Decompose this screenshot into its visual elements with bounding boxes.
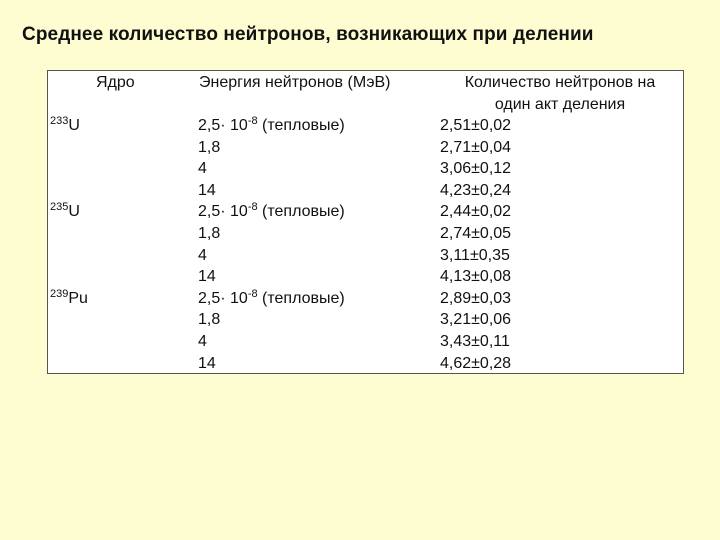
count-cell: 3,11±0,35 [440,246,510,264]
header-energy: Энергия нейтронов (МэВ) [199,74,391,91]
energy-cell: 1,8 [198,225,221,242]
nucleus-label [50,288,88,310]
energy-cell: $2,5\cdot 10^{-8}$ (тепловые) [198,287,345,307]
count-cell: 2,89±0,03 [440,289,512,307]
header-nucleus: Ядро [96,74,135,91]
element-symbol: U [68,203,80,221]
count-cell: 2,71±0,04 [440,138,512,156]
mass-number: 233 [50,115,69,127]
page-title: Среднее количество нейтронов, возникающих при делении [22,24,594,45]
energy-cell: 1,8 [198,311,221,329]
nucleus-label [50,115,80,137]
count-cell: 3,43±0,11 [440,333,510,350]
energy-cell: $2,5\cdot 10^{-8}$ (тепловые) [198,201,345,221]
count-cell: 4,62±0,28 [440,354,512,372]
nucleus-label [50,201,80,223]
count-cell: 4,13±0,08 [440,268,512,286]
count-cell: 3,06±0,12 [440,160,512,178]
mass-number: 235 [50,201,69,214]
energy-cell: 14 [198,181,216,199]
header-count-line2: один акт деления [494,95,626,113]
energy-cell: 4 [198,160,207,178]
energy-cell: 1,8 [198,138,221,156]
header-count [440,72,680,115]
energy-cell: 4 [198,246,207,264]
energy-cell: 14 [198,354,216,372]
element-symbol: Pu [68,289,88,307]
count-cell: 4,23±0,24 [440,181,512,199]
energy-cell: 4 [198,333,207,350]
count-cell: 2,51±0,02 [440,117,512,134]
header-count-line1: Количество нейтронов на [464,74,656,91]
energy-cell: $2,5\cdot 10^{-8}$ (тепловые) [198,115,345,134]
count-cell: 2,44±0,02 [440,203,512,221]
mass-number: 239 [50,287,69,300]
count-cell: 3,21±0,06 [440,311,512,329]
element-symbol: U [68,117,80,134]
neutron-table [47,70,684,374]
count-cell: 2,74±0,05 [440,225,512,242]
energy-cell: 14 [198,268,216,286]
